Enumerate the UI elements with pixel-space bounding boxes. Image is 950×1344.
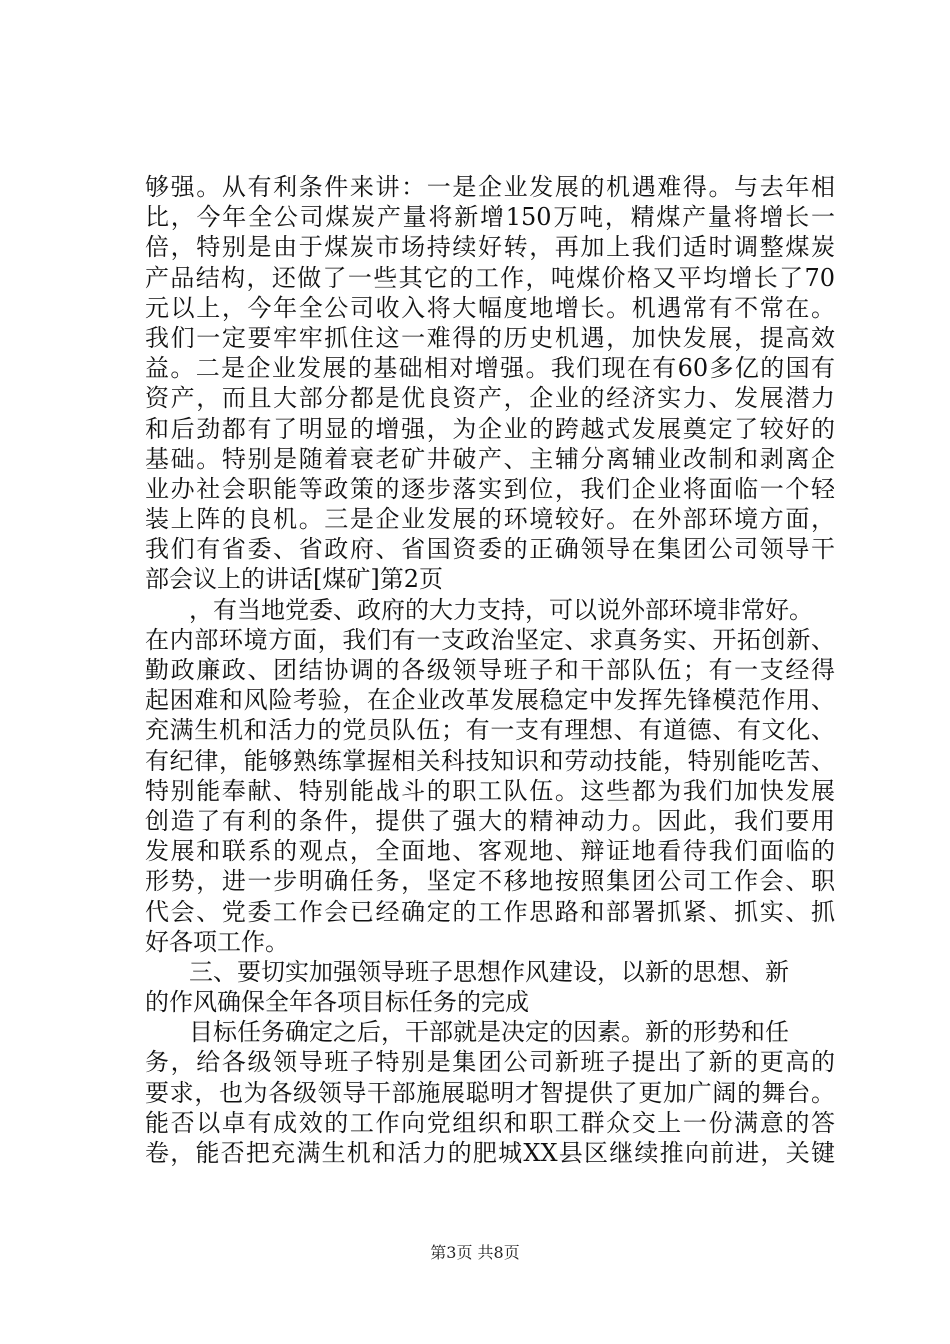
page-footer: 第3页 共8页 [430,1243,520,1262]
text-line: 起困难和风险考验，在企业改革发展稳定中发挥先锋模范作用、 [145,686,835,715]
text-line: 创造了有利的条件，提供了强大的精神动力。因此，我们要用 [145,806,835,835]
text-line: 目标任务确定之后，干部就是决定的因素。新的形势和任 [189,1018,789,1047]
text-line: 充满生机和活力的党员队伍；有一支有理想、有道德、有文化、 [145,716,835,745]
text-line: 基础。特别是随着衰老矿井破产、主辅分离辅业改制和剥离企 [145,444,835,473]
text-line: 业办社会职能等政策的逐步落实到位，我们企业将面临一个轻 [145,474,835,503]
text-line: 有纪律，能够熟练掌握相关科技知识和劳动技能，特别能吃苦、 [145,746,835,775]
text-line: 务，给各级领导班子特别是集团公司新班子提出了新的更高的 [145,1048,835,1077]
text-line: 好各项工作。 [145,927,289,956]
text-line: 比，今年全公司煤炭产量将新增150万吨，精煤产量将增长一 [145,203,835,232]
text-line: 我们一定要牢牢抓住这一难得的历史机遇，加快发展，提高效 [145,323,835,352]
text-line: 部会议上的讲话[煤矿]第2页 [145,565,443,594]
text-line: 在内部环境方面，我们有一支政治坚定、求真务实、开拓创新、 [145,625,835,654]
section-heading-line: 的作风确保全年各项目标任务的完成 [145,988,529,1017]
text-line: 形势，进一步明确任务，坚定不移地按照集团公司工作会、职 [145,867,835,896]
text-line: 发展和联系的观点，全面地、客观地、辩证地看待我们面临的 [145,837,835,866]
text-line: 能否以卓有成效的工作向党组织和职工群众交上一份满意的答 [145,1108,835,1137]
text-line: 元以上，今年全公司收入将大幅度地增长。机遇常有不常在。 [145,293,835,322]
text-line: 特别能奉献、特别能战斗的职工队伍。这些都为我们加快发展 [145,776,835,805]
text-line: ，有当地党委、政府的大力支持，可以说外部环境非常好。 [189,595,813,624]
text-line: 装上阵的良机。三是企业发展的环境较好。在外部环境方面， [145,505,835,534]
text-line: 倍，特别是由于煤炭市场持续好转，再加上我们适时调整煤炭 [145,233,835,262]
text-line: 够强。从有利条件来讲：一是企业发展的机遇难得。与去年相 [145,173,835,201]
text-line: 资产，而且大部分都是优良资产，企业的经济实力、发展潜力 [145,384,835,413]
section-heading-line: 三、要切实加强领导班子思想作风建设，以新的思想、新 [189,957,789,986]
text-line: 要求，也为各级领导干部施展聪明才智提供了更加广阔的舞台。 [145,1078,835,1107]
text-line: 卷，能否把充满生机和活力的肥城XX县区继续推向前进，关键 [145,1139,835,1167]
text-line: 勤政廉政、团结协调的各级领导班子和干部队伍；有一支经得 [145,656,835,684]
text-line: 我们有省委、省政府、省国资委的正确领导在集团公司领导干 [145,535,835,564]
text-line: 代会、党委工作会已经确定的工作思路和部署抓紧、抓实、抓 [145,897,835,926]
body-text [145,172,835,1168]
text-line: 产品结构，还做了一些其它的工作，吨煤价格又平均增长了70 [145,263,835,292]
text-line: 和后劲都有了明显的增强，为企业的跨越式发展奠定了较好的 [145,414,835,443]
text-line: 益。二是企业发展的基础相对增强。我们现在有60多亿的国有 [145,354,835,383]
